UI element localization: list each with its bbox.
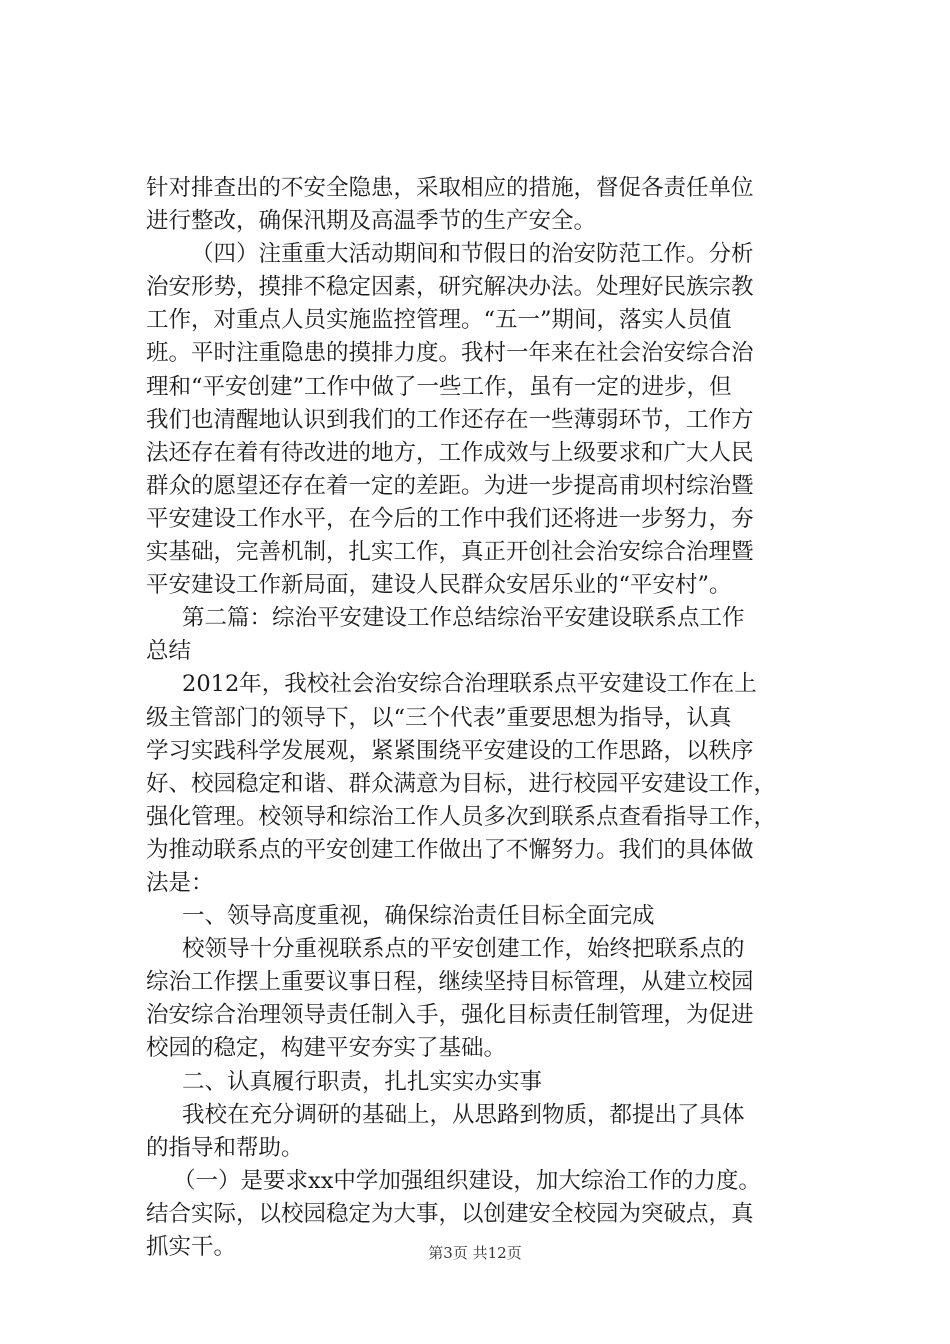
text-line: （四）注重重大活动期间和节假日的治安防范工作。分析 <box>191 241 754 268</box>
text-line: 治安综合治理领导责任制入手，强化目标责任制管理，为促进 <box>146 1002 754 1029</box>
text-line: 结合实际，以校园稳定为大事，以创建安全校园为突破点，真 <box>146 1200 754 1227</box>
subheading: 一、领导高度重视，确保综治责任目标全面完成 <box>182 903 655 930</box>
text-line: 级主管部门的领导下，以“三个代表”重要思想为指导，认真 <box>146 704 732 731</box>
text-line: 好、校园稳定和谐、群众满意为目标，进行校园平安建设工作， <box>146 770 777 797</box>
section-heading: 第二篇：综治平安建设工作总结综治平安建设联系点工作 <box>182 605 745 632</box>
text-line: 校领导十分重视联系点的平安创建工作，始终把联系点的 <box>182 936 745 963</box>
text-line: 为推动联系点的平安创建工作做出了不懈努力。我们的具体做 <box>146 836 754 863</box>
text-line: 2012年，我校社会治安综合治理联系点平安建设工作在上 <box>182 671 757 698</box>
text-line: 理和“平安创建”工作中做了一些工作，虽有一定的进步，但 <box>146 373 732 400</box>
text-line: 群众的愿望还存在着一定的差距。为进一步提高甫坝村综治暨 <box>146 472 754 499</box>
text-line: 平安建设工作水平，在今后的工作中我们还将进一步努力，夯 <box>146 505 754 532</box>
text-line: 综治工作摆上重要议事日程，继续坚持目标管理，从建立校园 <box>146 969 754 996</box>
text-line: 平安建设工作新局面，建设人民群众安居乐业的“平安村”。 <box>146 572 732 599</box>
text-line: 班。平时注重隐患的摸排力度。我村一年来在社会治安综合治 <box>146 340 754 367</box>
text-line: （一）是要求xx中学加强组织建设，加大综治工作的力度。 <box>173 1167 761 1194</box>
text-line: 抓实干。 <box>146 1234 237 1260</box>
document-body <box>146 172 846 1264</box>
text-line: 学习实践科学发展观，紧紧围绕平安建设的工作思路，以秩序 <box>146 737 754 764</box>
text-line: 实基础，完善机制，扎实工作，真正开创社会治安综合治理暨 <box>146 539 754 566</box>
text-line: 治安形势，摸排不稳定因素，研究解决办法。处理好民族宗教 <box>146 274 754 301</box>
subheading: 二、认真履行职责，扎扎实实办实事 <box>182 1068 543 1095</box>
section-heading-continued: 总结 <box>146 638 192 665</box>
text-line: 我们也清醒地认识到我们的工作还存在一些薄弱环节，工作方 <box>146 406 754 433</box>
text-line: 法还存在着有待改进的地方，工作成效与上级要求和广大人民 <box>146 439 754 466</box>
text-line: 的指导和帮助。 <box>146 1134 304 1161</box>
text-line: 法是： <box>146 869 214 896</box>
text-line: 强化管理。校领导和综治工作人员多次到联系点查看指导工作， <box>146 803 777 830</box>
text-line: 进行整改，确保汛期及高温季节的生产安全。 <box>146 208 597 235</box>
text-line: 我校在充分调研的基础上，从思路到物质，都提出了具体 <box>182 1101 745 1128</box>
text-line: 针对排查出的不安全隐患，采取相应的措施，督促各责任单位 <box>146 175 754 201</box>
text-line: 工作，对重点人员实施监控管理。“五一”期间，落实人员值 <box>146 307 732 334</box>
text-line: 校园的稳定，构建平安夯实了基础。 <box>146 1035 507 1062</box>
page-number-footer: 第3页 共12页 <box>428 1244 522 1262</box>
